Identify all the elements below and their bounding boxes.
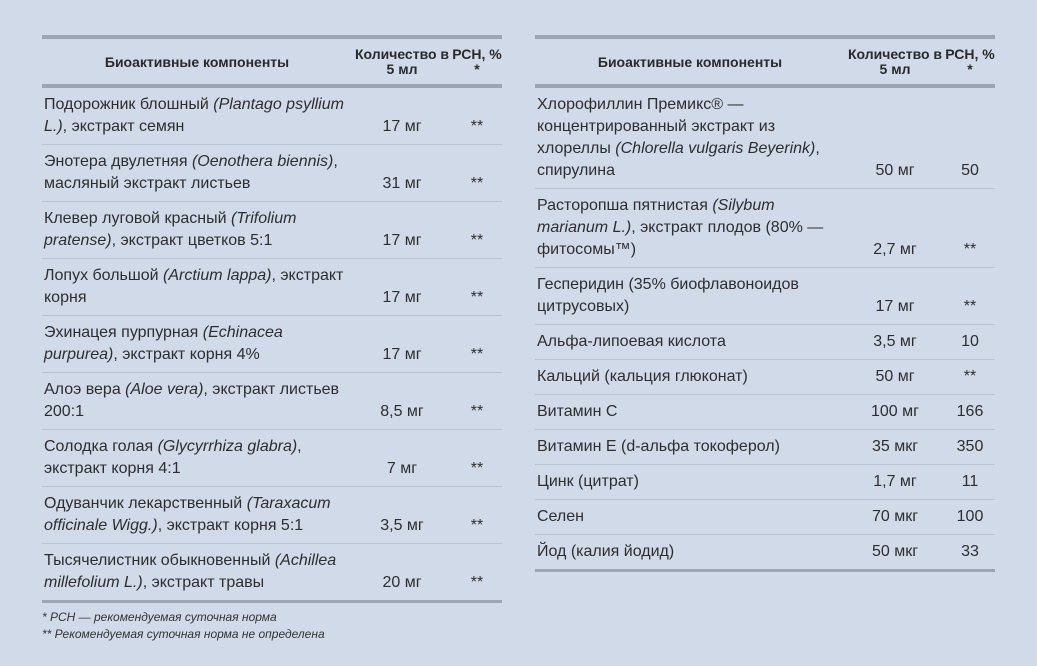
table-row <box>535 86 995 189</box>
component-name: Витамин С <box>537 403 618 420</box>
table-row <box>535 189 995 268</box>
header-amount: Количество в 5 мл <box>354 46 450 77</box>
component-name: Клевер луговой красный (Trifolium pratense), экстракт цветков 5:1 <box>44 210 297 249</box>
component-amount: 3,5 мг <box>873 333 917 350</box>
component-amount: 17 мг <box>382 346 422 363</box>
component-rsn: 166 <box>956 403 984 420</box>
component-name: Гесперидин (35% биофлавоноидов цитрусовых) <box>537 276 799 315</box>
component-rsn: 350 <box>956 438 984 455</box>
right-header-row <box>535 37 995 86</box>
component-amount: 1,7 мг <box>873 473 917 490</box>
table-row <box>42 430 502 487</box>
component-name: Цинк (цитрат) <box>537 473 639 490</box>
component-name: Кальций (кальция глюконат) <box>537 368 748 385</box>
header-amount: Количество в 5 мл <box>847 46 943 77</box>
component-rsn: 11 <box>961 473 979 490</box>
component-rsn: ** <box>963 241 977 258</box>
footnote-undefined: ** Рекомендуемая суточная норма не определена <box>42 627 325 641</box>
component-rsn: 100 <box>956 508 984 525</box>
component-amount: 7 мг <box>386 460 418 477</box>
component-amount: 17 мг <box>382 232 422 249</box>
component-name: Хлорофиллин Премикс® — концентрированный экстракт из хлореллы (Chlorella vulgaris Beyerink), спирулина <box>537 96 820 179</box>
table-row <box>42 544 502 602</box>
header-rsn: РСН, % * <box>945 46 995 77</box>
component-name: Расторопша пятнистая (Silybum marianum L.), экстракт плодов (80% — фитосомы™) <box>537 197 824 258</box>
table-row <box>535 360 995 395</box>
component-rsn: ** <box>963 368 977 385</box>
table-row <box>535 268 995 325</box>
table-row <box>535 500 995 535</box>
left-composition-table <box>42 35 502 603</box>
component-rsn: ** <box>963 298 977 315</box>
component-name: Солодка голая (Glycyrrhiza glabra), экстракт корня 4:1 <box>44 438 302 477</box>
component-rsn: ** <box>470 346 484 363</box>
component-amount: 31 мг <box>382 175 422 192</box>
component-rsn: ** <box>470 517 484 534</box>
component-name: Одуванчик лекарственный (Taraxacum officinale Wigg.), экстракт корня 5:1 <box>44 495 331 534</box>
component-rsn: 10 <box>961 333 979 350</box>
component-amount: 50 мкг <box>871 543 919 560</box>
component-name: Альфа-липоевая кислота <box>537 333 726 350</box>
component-rsn: ** <box>470 118 484 135</box>
table-row <box>42 373 502 430</box>
table-row <box>42 86 502 145</box>
table-row <box>42 316 502 373</box>
component-name: Подорожник блошный (Plantago psyllium L.), экстракт семян <box>44 96 344 135</box>
component-rsn: ** <box>470 232 484 249</box>
component-name: Тысячелистник обыкновенный (Achillea millefolium L.), экстракт травы <box>44 552 337 591</box>
table-row <box>42 202 502 259</box>
component-rsn: 33 <box>961 543 979 560</box>
table-row <box>535 325 995 360</box>
component-amount: 50 мг <box>875 162 915 179</box>
table-row <box>535 535 995 571</box>
component-name: Лопух большой (Arctium lappa), экстракт корня <box>44 267 344 306</box>
component-amount: 17 мг <box>382 289 422 306</box>
table-row <box>535 395 995 430</box>
table-row <box>42 145 502 202</box>
component-rsn: ** <box>470 403 484 420</box>
component-amount: 100 мг <box>871 403 919 420</box>
component-amount: 17 мг <box>875 298 915 315</box>
header-rsn: РСН, % * <box>452 46 502 77</box>
footnote-rsn: * РСН — рекомендуемая суточная норма <box>42 610 277 624</box>
component-name: Эхинацея пурпурная (Echinacea purpurea), экстракт корня 4% <box>44 324 283 363</box>
footnotes <box>42 609 325 643</box>
right-composition-table <box>535 35 995 572</box>
table-row <box>42 259 502 316</box>
component-rsn: ** <box>470 175 484 192</box>
component-rsn: ** <box>470 574 484 591</box>
component-rsn: 50 <box>961 162 979 179</box>
component-amount: 8,5 мг <box>380 403 424 420</box>
component-rsn: ** <box>470 460 484 477</box>
component-amount: 3,5 мг <box>380 517 424 534</box>
component-amount: 50 мг <box>875 368 915 385</box>
component-name: Энотера двулетняя (Oenothera biennis), масляный экстракт листьев <box>44 153 338 192</box>
left-header-row <box>42 37 502 86</box>
component-name: Алоэ вера (Aloe vera), экстракт листьев 200:1 <box>44 381 340 420</box>
table-row <box>535 430 995 465</box>
component-name: Витамин Е (d-альфа токоферол) <box>537 438 780 455</box>
component-amount: 17 мг <box>382 118 422 135</box>
component-amount: 35 мкг <box>871 438 919 455</box>
table-row <box>535 465 995 500</box>
component-rsn: ** <box>470 289 484 306</box>
component-name: Селен <box>537 508 584 525</box>
component-amount: 2,7 мг <box>873 241 917 258</box>
component-amount: 20 мг <box>382 574 422 591</box>
header-component: Биоактивные компоненты <box>597 53 783 70</box>
table-row <box>42 487 502 544</box>
header-component: Биоактивные компоненты <box>104 53 290 70</box>
component-name: Йод (калия йодид) <box>537 543 675 560</box>
component-amount: 70 мкг <box>871 508 919 525</box>
